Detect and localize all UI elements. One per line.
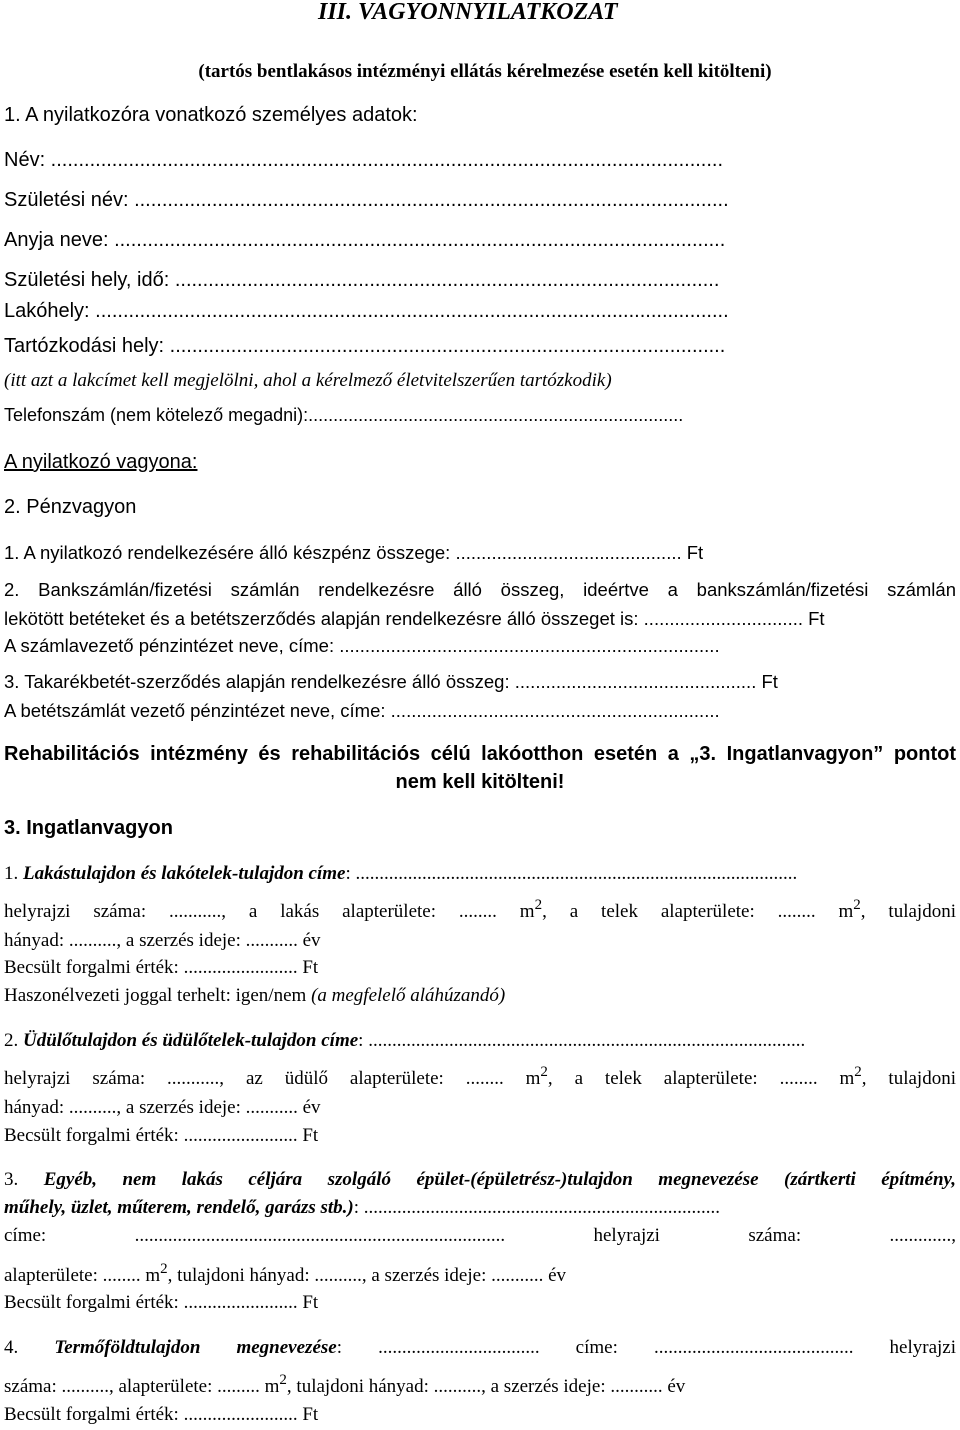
field-birth-name: Születési név: ........................................................................................................... <box>4 189 729 211</box>
other-building-title-line1: 3. Egyéb, nem lakás céljára szolgáló épület-(épületrész-)tulajdon megnevezése (zártkerti építmény, <box>4 1169 956 1190</box>
field-mother-name: Anyja neve: .............................................................................................................. <box>4 229 726 251</box>
rehab-notice-line2: nem kell kitölteni! <box>395 771 565 793</box>
holiday-home-label: Üdülőtulajdon és üdülőtelek-tulajdon címe <box>23 1030 359 1051</box>
bank-name-address: A számlavezető pénzintézet neve, címe: .......................................................................... <box>4 635 720 656</box>
section1-heading: 1. A nyilatkozóra vonatkozó személyes adatok: <box>4 104 418 126</box>
bank-account-line1: 2. Bankszámlán/fizetési számlán rendelkezésre álló összeg, ideértve a bankszámlán/fizetési számlán <box>4 579 956 600</box>
deposit-bank-name-address: A betétszámlát vezető pénzintézet neve, címe: ................................................................ <box>4 700 720 721</box>
farmland-market-value: Becsült forgalmi érték: ........................ Ft <box>4 1404 319 1425</box>
assets-heading: A nyilatkozó vagyona: <box>4 451 198 473</box>
field-phone: Telefonszám (nem kötelező megadni):........................................................................... <box>4 405 684 425</box>
farmland-label: Termőföldtulajdon megnevezése <box>54 1337 337 1358</box>
real-estate-heading: 3. Ingatlanvagyon <box>4 817 173 839</box>
field-name: Név: ......................................................................................................................... <box>4 149 724 171</box>
bank-account-line2: lekötött betéteket és a betétszerződés alapján rendelkezésre álló összeget is: ............................... Ft <box>4 608 825 629</box>
apartment-market-value: Becsült forgalmi érték: ........................ Ft <box>4 957 319 978</box>
holiday-home-share-date: hányad: .........., a szerzés ideje: ........... év <box>4 1097 321 1118</box>
farmland-details-line: száma: .........., alapterülete: ......... $m^2$, tulajdoni hányad: .........., a szerzés ideje: ........... év <box>4 1372 686 1397</box>
other-building-market-value: Becsült forgalmi érték: ........................ Ft <box>4 1292 319 1313</box>
other-building-area-line: alapterülete: ........ $m^2$, tulajdoni hányad: .........., a szerzés ideje: ........... év <box>4 1261 567 1286</box>
apartment-usufruct-line: Haszonélvezeti joggal terhelt: igen/nem (a megfelelő aláhúzandó) <box>4 985 506 1006</box>
apartment-share-date: hányad: .........., a szerzés ideje: ........... év <box>4 930 321 951</box>
field-residence: Lakóhely: .................................................................................................................. <box>4 300 729 322</box>
other-building-title-line2: műhely, üzlet, műterem, rendelő, garázs stb.): ........................................................................... <box>4 1197 721 1218</box>
holiday-home-title-line: 2. Üdülőtulajdon és üdülőtelek-tulajdon címe: ............................................................................................ <box>4 1030 806 1051</box>
form-title: III. VAGYONNYILATKOZAT <box>318 0 618 25</box>
farmland-title-line: 4. Termőföldtulajdon megnevezése: .................................. címe: .......................................... helyrajzi <box>4 1337 957 1358</box>
money-heading: 2. Pénzvagyon <box>4 496 137 518</box>
apartment-title-line: 1. Lakástulajdon és lakótelek-tulajdon címe: ............................................................................................. <box>4 863 798 884</box>
savings-deposit-amount: 3. Takarékbetét-szerződés alapján rendelkezésre álló összeg: ............................................... Ft <box>4 671 778 692</box>
cash-amount: 1. A nyilatkozó rendelkezésére álló készpénz összege: ............................................ Ft <box>4 542 704 563</box>
form-subtitle: (tartós bentlakásos intézményi ellátás kérelmezése esetén kell kitölteni) <box>198 61 772 82</box>
holiday-home-details-line: helyrajzi száma: ..........., az üdülő alapterülete: ........ $m^2$, a telek alapterülete: ........ $m^2$, tulajdoni <box>4 1064 956 1089</box>
apartment-label: Lakástulajdon és lakótelek-tulajdon címe <box>23 863 346 884</box>
rehab-notice-line1: Rehabilitációs intézmény és rehabilitációs célú lakóotthon esetén a „3. Ingatlanvagyon” pontot <box>4 743 956 765</box>
stay-place-note: (itt azt a lakcímet kell megjelölni, ahol a kérelmező életvitelszerűen tartózkodik) <box>4 370 612 391</box>
apartment-details-line: helyrajzi száma: ..........., a lakás alapterülete: ........ $m^2$, a telek alapterülete: ........ $m^2$, tulajdoni <box>4 897 956 922</box>
field-birth-place-date: Születési hely, idő: .................................................................................................. <box>4 269 720 291</box>
other-building-address-line: címe: .............................................................................. helyrajzi száma: ............., <box>4 1225 956 1246</box>
field-stay-place: Tartózkodási hely: .................................................................................................... <box>4 335 726 357</box>
holiday-home-market-value: Becsült forgalmi érték: ........................ Ft <box>4 1125 319 1146</box>
